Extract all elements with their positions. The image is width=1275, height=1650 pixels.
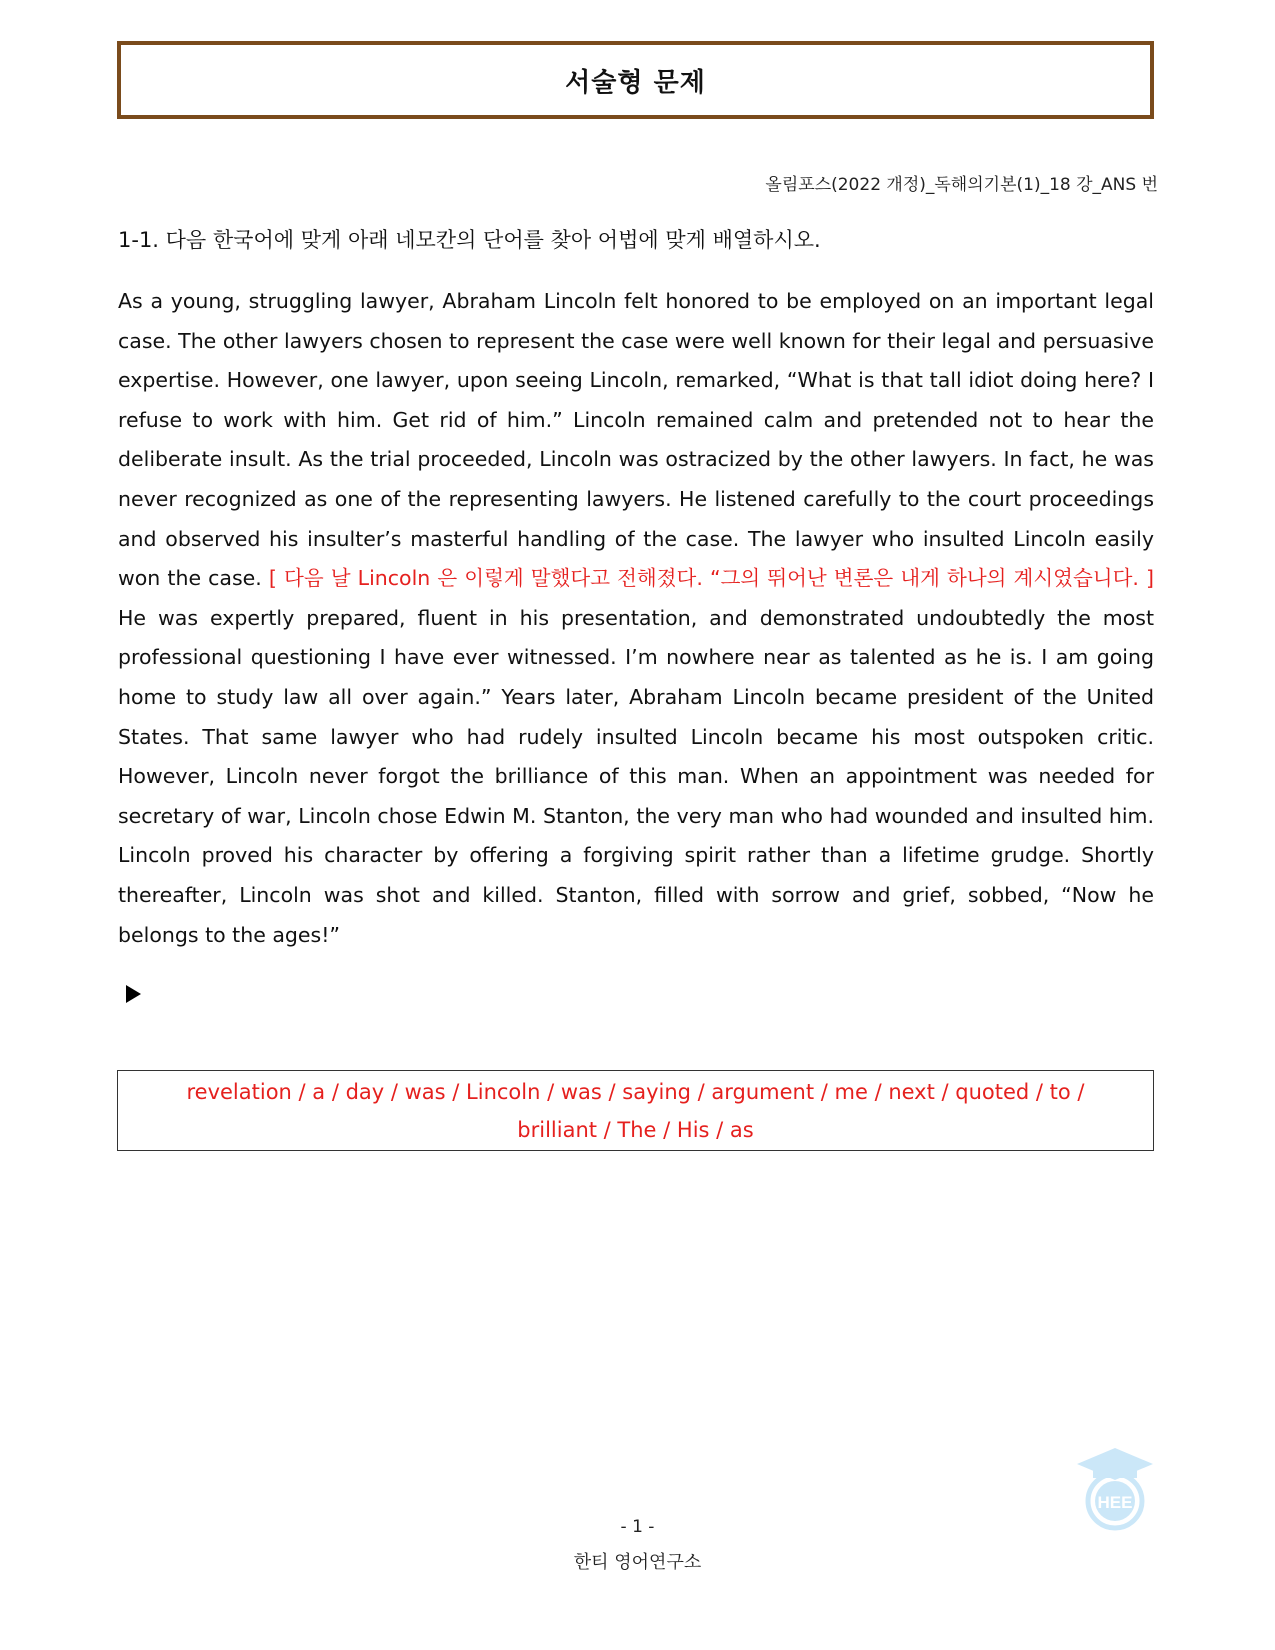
play-triangle-icon xyxy=(126,985,141,1003)
passage-text-after: He was expertly prepared, fluent in his presentation, and demonstrated undoubtedly the most professional questioning I have ever witnessed. I’m nowhere near as talented as he is. I am going home to study law all over again.” Years later, Abraham Lincoln became president of the United States. That same lawyer who had rudely insulted Lincoln became his most outspoken critic. However, Lincoln never forgot the brilliance of this man. When an appointment was needed for secretary of war, Lincoln chose Edwin M. Stanton, the very man who had wounded and insulted him. Lincoln proved his character by offering a forgiving spirit rather than a lifetime grudge. Shortly thereafter, Lincoln was shot and killed. Stanton, filled with sorrow and grief, sobbed, “Now he belongs to the ages!” xyxy=(118,605,1154,947)
footer-organization: 한티 영어연구소 xyxy=(573,1552,702,1573)
passage-text-before: As a young, struggling lawyer, Abraham Lincoln felt honored to be employed on an important legal case. The other lawyers chosen to represent the case were well known for their legal and persuasive expertise. However, one lawyer, upon seeing Lincoln, remarked, “What is that tall idiot doing here? I refuse to work with him. Get rid of him.” Lincoln remained calm and pretended not to hear the deliberate insult. As the trial proceeded, Lincoln was ostracized by the other lawyers. In fact, he was never recognized as one of the representing lawyers. He listened carefully to the court proceedings and observed his insulter’s masterful handling of the case. The lawyer who insulted Lincoln easily won the case. xyxy=(118,289,1154,591)
page-number: - 1 - xyxy=(620,1517,655,1537)
page-title: 서술형 문제 xyxy=(565,67,706,98)
word-bank-box xyxy=(117,1070,1154,1151)
word-bank: revelation / a / day / was / Lincoln / was / saying / argument / me / next / quoted / to / brilliant / The / His / as xyxy=(186,1079,1085,1142)
question-instruction: 1-1. 다음 한국어에 맞게 아래 네모칸의 단어를 찾아 어법에 맞게 배열하시오. xyxy=(118,228,821,252)
passage-korean-highlight: [ 다음 날 Lincoln 은 이렇게 말했다고 전해졌다. “그의 뛰어난 변론은 내게 하나의 계시였습니다. ] xyxy=(268,566,1154,591)
logo-text: HEE xyxy=(1097,1493,1133,1512)
title-box xyxy=(117,41,1154,119)
passage xyxy=(118,282,1154,955)
source-reference: 올림포스(2022 개정)_독해의기본(1)_18 강_ANS 번 xyxy=(765,175,1158,195)
